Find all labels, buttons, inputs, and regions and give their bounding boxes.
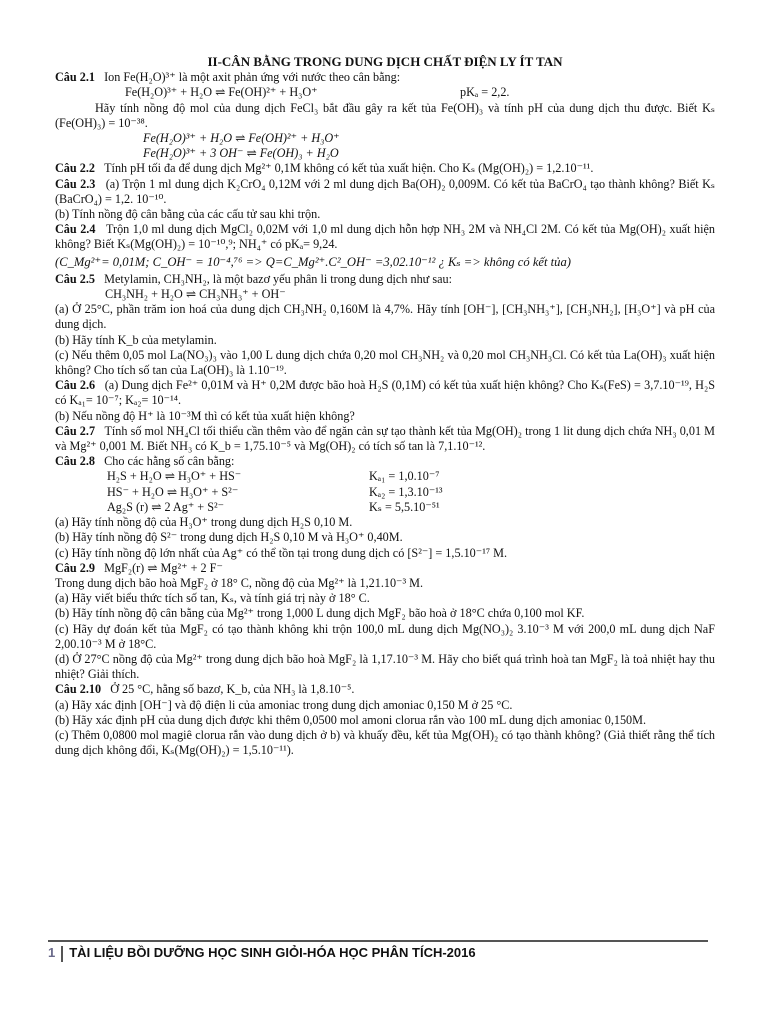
question-text: Hãy tính nồng độ mol của dung dịch FeCl₃ bắt đầu gây ra kết tủa Fe(OH)₃ và tính pH của dung dịch thu được. Biết Kₛ (Fe(OH)₃) = 10⁻³⁸. [55, 100, 715, 130]
equation: H₂S + H₂O ⇌ H₃O⁺ + HS⁻ [107, 469, 242, 484]
question-2-7 [55, 424, 715, 454]
question-part: (a) Ở 25°C, phần trăm ion hoá của dung dịch CH₃NH₂ 0,160M là 4,7%. Hãy tính [OH⁻], [CH₃NH₃⁺], [CH₃NH₂], [H₃O⁺] và pH của dung dịch. [55, 302, 715, 332]
question-part: (a) Trộn 1 ml dung dịch K₂CrO₄ 0,12M với 2 ml dung dịch Ba(OH)₂ 0,009M. Có kết tủa BaCrO₄ tạo thành không? Biết Kₛ (BaCrO₄) = 1,2. 10⁻¹⁰. [55, 176, 716, 206]
constant: Kₐ₂ = 1,3.10⁻¹³ [369, 484, 443, 499]
question-label: Câu 2.8 [55, 454, 95, 469]
question-2-2 [55, 161, 715, 176]
question-part: (c) Nếu thêm 0,05 mol La(NO₃)₃ vào 1,00 L dung dịch chứa 0,20 mol CH₃NH₂ và 0,20 mol CH₃NH₃Cl. Có kết tủa La(OH)₃ xuất hiện không? Cho tích số tan của La(OH)₃ là 1.10⁻¹⁹. [55, 347, 715, 378]
document-page [55, 54, 715, 758]
question-text: Tính pH tối đa để dung dịch Mg²⁺ 0,1M không có kết tủa xuất hiện. Cho Kₛ (Mg(OH)₂) = 1,2.10⁻¹¹. [104, 161, 594, 176]
equation-row [55, 485, 715, 500]
question-text: Metylamin, CH₃NH₂, là một bazơ yếu phân li trong dung dịch như sau: [104, 271, 452, 286]
footer-divider [61, 946, 63, 962]
question-part: (c) Hãy tính nồng độ lớn nhất của Ag⁺ có thể tồn tại trong dung dịch có [S²⁻] = 1,5.10⁻¹⁷ M. [55, 545, 508, 560]
question-part: (c) Thêm 0,0800 mol magiê clorua rắn vào dung dịch ở b) và khuấy đều, kết tủa Mg(OH)₂ có tạo thành không? (Giả thiết rằng thể tích dung dịch không đổi, Kₛ(Mg(OH)₂) = 1,5.10⁻¹¹). [55, 727, 715, 758]
question-2-8 [55, 454, 715, 469]
question-part: (b) Hãy tính K_b của metylamin. [55, 332, 217, 347]
question-part: (b) Nếu nồng độ H⁺ là 10⁻³M thì có kết tủa xuất hiện không? [55, 408, 355, 423]
equation: MgF₂(r) ⇌ Mg²⁺ + 2 F⁻ [104, 560, 223, 575]
question-part: (a) Hãy viết biểu thức tích số tan, Kₛ, và tính giá trị này ở 18° C. [55, 591, 370, 606]
question-text: Trong dung dịch bão hoà MgF₂ ở 18° C, nồng độ của Mg²⁺ là 1,21.10⁻³ M. [55, 575, 424, 590]
equation: CH₃NH₂ + H₂O ⇌ CH₃NH₃⁺ + OH⁻ [105, 287, 286, 302]
equation: Fe(H₂O)³⁺ + H₂O ⇌ Fe(OH)²⁺ + H₃O⁺ [143, 131, 340, 146]
question-2-3 [55, 177, 715, 207]
question-label: Câu 2.2 [55, 161, 95, 176]
constant: Kₛ = 5,5.10⁻⁵¹ [369, 499, 440, 514]
equation: Fe(H₂O)³⁺ + 3 OH⁻ ⇌ Fe(OH)₃ + H₂O [143, 146, 339, 161]
question-part: (c) Hãy dự đoán kết tủa MgF₂ có tạo thành không khi trộn 100,0 mL dung dịch Mg(NO₃)₂ 3.10⁻³ M với 200,0 mL dung dịch NaF 2,00.10⁻³ M ở 18°C. [55, 621, 715, 651]
question-label: Câu 2.5 [55, 271, 95, 286]
page-number: 1 [48, 945, 56, 960]
equation-row [55, 500, 715, 515]
question-part: (b) Hãy xác định pH của dung dịch được khi thêm 0,0500 mol amoni clorua rắn vào 100 mL dung dịch amoniac 0,150M. [55, 712, 647, 727]
question-part: (a) Hãy tính nồng độ của H₃O⁺ trong dung dịch H₂S 0,10 M. [55, 515, 353, 530]
question-label: Câu 2.9 [55, 560, 95, 575]
question-part: (a) Hãy xác định [OH⁻] và độ điện li của amoniac trong dung dịch amoniac 0,150 M ở 25 °C. [55, 697, 513, 712]
question-part: (a) Dung dịch Fe²⁺ 0,01M và H⁺ 0,2M được bão hoà H₂S (0,1M) có kết tủa xuất hiện không? Cho Kₛ(FeS) = 3,7.10⁻¹⁹, H₂S có Kₐ₁= 10⁻⁷; Kₐ₂= 10⁻¹⁴. [55, 378, 715, 408]
question-part: (d) Ở 27°C nồng độ của Mg²⁺ trong dung dịch bão hoà MgF₂ là 1,17.10⁻³ M. Hãy cho biết quá trình hoà tan MgF₂ là toả nhiệt hay thu nhiệt? Giải thích. [55, 651, 715, 682]
question-text: Ion Fe(H₂O)³⁺ là một axit phản ứng với nước theo cân bằng: [104, 70, 401, 85]
question-text: Trộn 1,0 ml dung dịch MgCl₂ 0,02M với 1,0 ml dung dịch hỗn hợp NH₃ 2M và NH₄Cl 2M. Có kết tủa Mg(OH)₂ xuất hiện không? Biết Kₛ(Mg(OH)₂) = 10⁻¹⁰,⁹; NH₄⁺ có pKₐ= 9,24. [55, 222, 715, 252]
footer-text: TÀI LIỆU BỒI DƯỠNG HỌC SINH GIỎI-HÓA HỌC PHÂN TÍCH-2016 [69, 945, 476, 960]
question-part: (b) Hãy tính nồng độ cân bằng của Mg²⁺ trong 1,000 L dung dịch MgF₂ bão hoà ở 18°C chứa 0,100 mol KF. [55, 606, 585, 621]
question-2-6 [55, 378, 715, 408]
constant: pKₐ = 2,2. [460, 85, 510, 100]
question-label: Câu 2.6 [55, 378, 96, 393]
solution-note: (C_Mg²⁺= 0,01M; C_OH⁻ = 10⁻⁴,⁷⁶ => Q=C_Mg²⁺.C²_OH⁻ =3,02.10⁻¹² ¿ Kₛ => không có kết tủa) [55, 254, 571, 269]
question-text: Ở 25 °C, hằng số bazơ, K_b, của NH₃ là 1,8.10⁻⁵. [110, 682, 355, 697]
question-text: Tính số mol NH₄Cl tối thiểu cần thêm vào để ngăn cản sự tạo thành kết tủa Mg(OH)₂ trong 1 lit dung dịch chứa NH₃ 0,01 M và Mg²⁺ 0,001 M. Biết NH₃ có K_b = 1,75.10⁻⁵ và Mg(OH)₂ có tích số tan là 7,1.10⁻¹². [55, 423, 716, 454]
equation: Ag₂S (r) ⇌ 2 Ag⁺ + S²⁻ [107, 499, 225, 514]
question-2-1 [55, 70, 715, 85]
question-label: Câu 2.3 [55, 176, 96, 191]
question-label: Câu 2.4 [55, 222, 96, 237]
question-2-5 [55, 272, 715, 287]
equation: HS⁻ + H₂O ⇌ H₃O⁺ + S²⁻ [107, 484, 239, 499]
question-label: Câu 2.1 [55, 70, 95, 85]
constant: Kₐ₁ = 1,0.10⁻⁷ [369, 469, 440, 484]
equation-row [55, 85, 715, 100]
question-label: Câu 2.10 [55, 682, 102, 697]
equation-row [55, 469, 715, 484]
equation: Fe(H₂O)³⁺ + H₂O ⇌ Fe(OH)²⁺ + H₃O⁺ [125, 85, 318, 100]
question-2-9 [55, 561, 715, 576]
question-2-10 [55, 682, 715, 697]
question-text: Cho các hằng số cân bằng: [104, 454, 235, 469]
section-title: II-CÂN BẰNG TRONG DUNG DỊCH CHẤT ĐIỆN LY ÍT TAN [207, 54, 563, 69]
question-part: (b) Hãy tính nồng độ S²⁻ trong dung dịch H₂S 0,10 M và H₃O⁺ 0,40M. [55, 530, 403, 545]
page-footer [48, 940, 708, 962]
question-label: Câu 2.7 [55, 423, 96, 438]
question-part: (b) Tính nồng độ cân bằng của các cấu tử sau khi trộn. [55, 207, 321, 222]
question-2-4 [55, 222, 715, 252]
